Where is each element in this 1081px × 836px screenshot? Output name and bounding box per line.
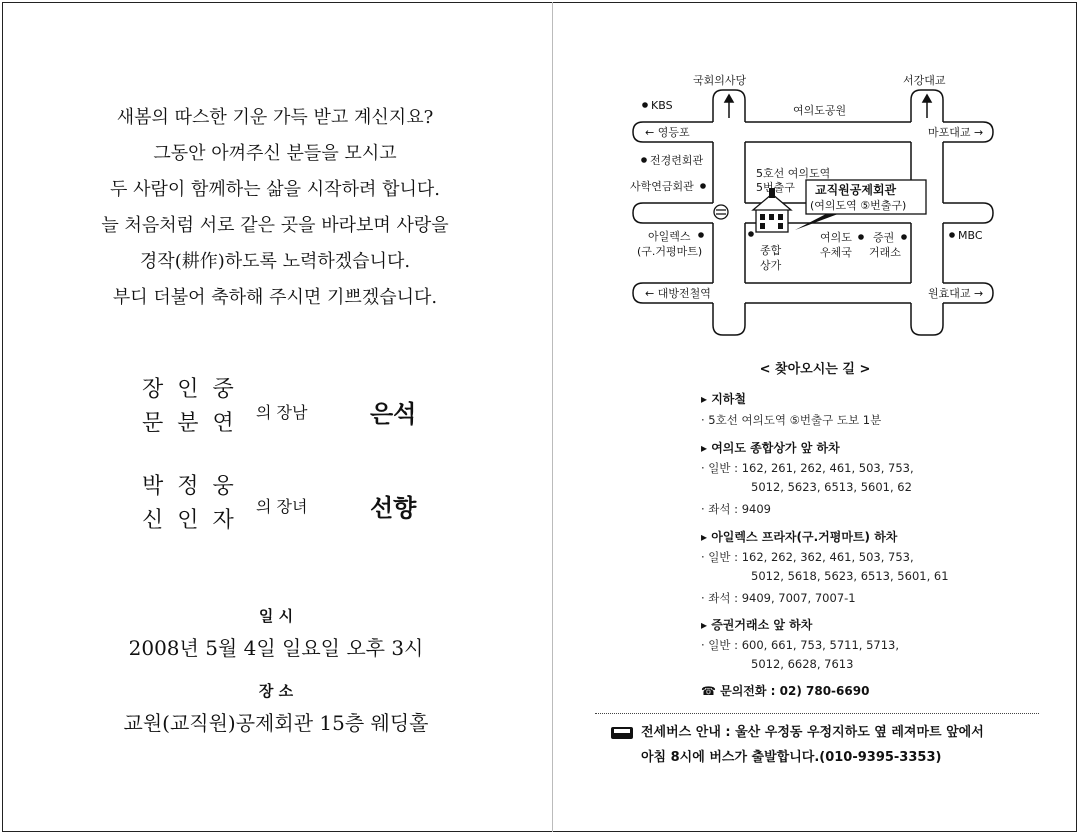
directions-title: < 찾아오시는 길 > bbox=[759, 362, 871, 377]
label-post2: 우체국 bbox=[820, 246, 852, 259]
label-sangga: 상가 bbox=[760, 259, 782, 272]
label-line5: 5호선 여의도역 bbox=[756, 167, 831, 180]
message-line: 부디 더불어 축하해 주시면 기쁘겠습니다. bbox=[112, 287, 438, 308]
bride-parents bbox=[142, 470, 248, 538]
ilex-line: · 일반 : 162, 262, 362, 461, 503, 753, bbox=[701, 550, 914, 564]
label-venue: 교직원공제회관 bbox=[815, 183, 897, 197]
bride-relation: 의 장녀 bbox=[256, 497, 308, 516]
place-heading: 장 소 bbox=[258, 682, 294, 700]
groom-relation: 의 장남 bbox=[256, 403, 308, 422]
label-mapo: 마포대교 → bbox=[928, 126, 984, 139]
groom-parents bbox=[142, 373, 248, 441]
subway-line: · 5호선 여의도역 ⑤번출구 도보 1분 bbox=[701, 413, 882, 427]
bride-mother: 신인자 bbox=[142, 508, 248, 533]
message-line: 그동안 아껴주신 분들을 모시고 bbox=[153, 143, 397, 164]
label-ilex: 아일렉스 bbox=[648, 230, 691, 243]
stock-line: · 일반 : 600, 661, 753, 5711, 5713, bbox=[701, 638, 899, 652]
jonghap-line: · 일반 : 162, 261, 262, 461, 503, 753, bbox=[701, 461, 914, 475]
label-sahak: 사학연금회관 bbox=[630, 180, 694, 193]
label-venue-sub: (여의도역 ⑤번출구) bbox=[810, 199, 907, 212]
message-line: 새봄의 따스한 기운 가득 받고 계신지요? bbox=[116, 107, 434, 128]
bride-father: 박정웅 bbox=[142, 474, 248, 499]
bus-line2: 아침 8시에 버스가 출발합니다.(010-9395-3353) bbox=[641, 750, 942, 765]
charter-bus-notice bbox=[611, 720, 984, 770]
venue-building-icon bbox=[753, 188, 791, 232]
map-svg bbox=[573, 60, 1043, 360]
label-ilex-sub: (구.거평마트) bbox=[637, 245, 703, 258]
groom-mother: 문분연 bbox=[142, 411, 248, 436]
message-line: 두 사람이 함께하는 삶을 시작하려 합니다. bbox=[110, 179, 440, 200]
jonghap-line: 5012, 5623, 6513, 5601, 62 bbox=[751, 480, 912, 494]
label-stock2: 거래소 bbox=[869, 246, 901, 259]
bus-icon bbox=[611, 727, 633, 739]
divider bbox=[595, 713, 1039, 714]
groom-father: 장인중 bbox=[142, 377, 248, 402]
invitation-message bbox=[40, 100, 510, 316]
label-park: 여의도공원 bbox=[793, 104, 847, 117]
label-stock: 증권 bbox=[873, 231, 895, 244]
label-post: 여의도 bbox=[820, 231, 852, 244]
label-assembly: 국회의사당 bbox=[693, 74, 747, 87]
label-daebang: ← 대방전철역 bbox=[645, 287, 711, 300]
ilex-line: · 좌석 : 9409, 7007, 7007-1 bbox=[701, 591, 856, 605]
right-page bbox=[553, 0, 1077, 836]
label-wonhyo: 원효대교 → bbox=[928, 287, 984, 300]
date-value: 2008년 5월 4일 일요일 오후 3시 bbox=[128, 636, 424, 660]
ilex-line: 5012, 5618, 5623, 6513, 5601, 61 bbox=[751, 569, 949, 583]
bus-line1: 전세버스 안내 : 울산 우정동 우정지하도 옆 레져마트 앞에서 bbox=[641, 725, 984, 740]
bride-name: 선향 bbox=[370, 494, 417, 522]
label-jeongyeong: 전경련회관 bbox=[650, 154, 704, 167]
groom-name: 은석 bbox=[370, 400, 417, 428]
ilex-heading: ▸ 아일렉스 프라자(구.거평마트) 하차 bbox=[701, 530, 898, 544]
label-exit5: 5번출구 bbox=[756, 181, 795, 194]
label-sogang: 서강대교 bbox=[903, 74, 946, 87]
label-jonghap: 종합 bbox=[760, 244, 782, 257]
jonghap-heading: ▸ 여의도 종합상가 앞 하차 bbox=[701, 441, 840, 455]
place-value: 교원(교직원)공제회관 15층 웨딩홀 bbox=[123, 711, 429, 735]
label-yeongdeungpo: ← 영등포 bbox=[645, 126, 690, 139]
label-kbs: KBS bbox=[651, 99, 673, 112]
stock-line: 5012, 6628, 7613 bbox=[751, 657, 854, 671]
message-line: 늘 처음처럼 서로 같은 곳을 바라보며 사랑을 bbox=[101, 215, 449, 236]
label-mbc: MBC bbox=[958, 229, 983, 242]
stock-heading: ▸ 증권거래소 앞 하차 bbox=[701, 618, 813, 632]
location-map bbox=[573, 60, 1043, 360]
subway-station-symbol bbox=[714, 205, 728, 219]
date-heading: 일 시 bbox=[258, 607, 294, 625]
message-line: 경작(耕作)하도록 노력하겠습니다. bbox=[139, 251, 411, 272]
subway-heading: ▸ 지하철 bbox=[701, 392, 746, 406]
phone-inquiry: ☎ 문의전화 : 02) 780-6690 bbox=[701, 684, 870, 698]
jonghap-line: · 좌석 : 9409 bbox=[701, 502, 771, 516]
